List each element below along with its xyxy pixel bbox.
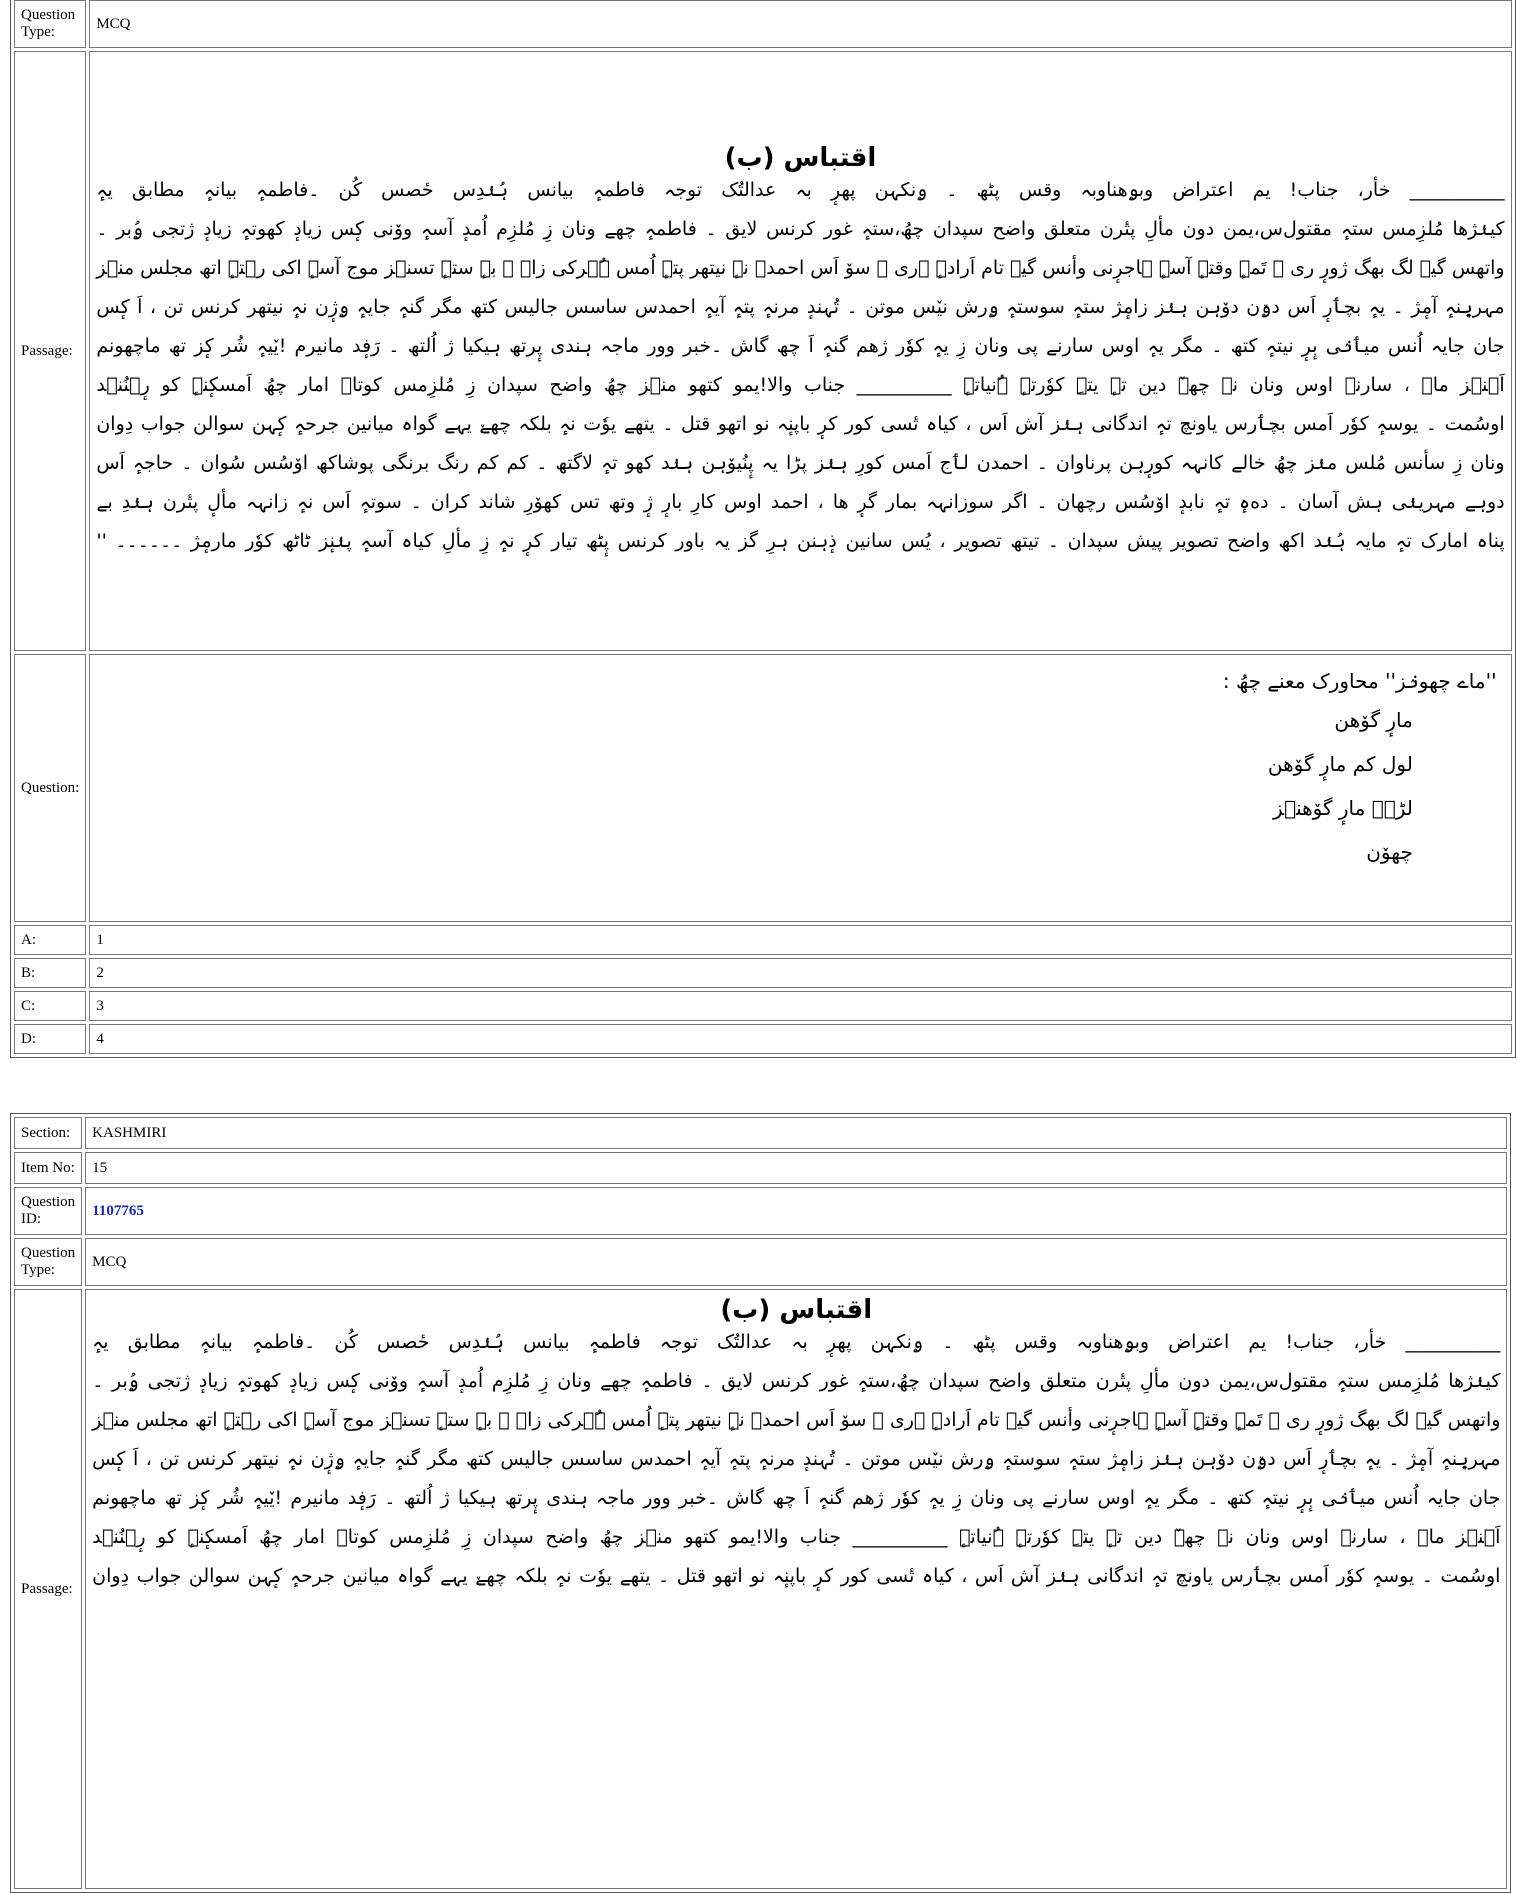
passage-text (92, 1323, 1500, 1596)
section-label: Section: (14, 1117, 82, 1149)
question-label: Question: (14, 654, 86, 922)
passage-line: اوسُمت ۔ یوسہٕ کوٗر اَمس بچٲرس یاونچ تہٕ اندگانی ہنٛز آش اَس ، کیاہ تٔسی کور کرٕ باپنٕہ نو اتھو قتل ۔ یتھے یوٗت نہٕ بلکہ چھےٚ یہے گواہ میانین جرحہٕ کٕہن سوالن جواب دِوان (96, 412, 1505, 435)
passage-line: اوسُمت ۔ یوسہٕ کوٗر اَمس بچٲرس یاونچ تہٕ اندگانی ہنٛز آش اَس ، کیاہ تٔسی کور کرٕ باپنٕہ نو اتھو قتل ۔ یتھے یوٗت نہٕ بلکہ چھےٚ یہے گواہ میانین جرحہٕ کٕہن سوالن جواب دِوان (92, 1565, 1501, 1587)
passage-label: Passage: (14, 1289, 82, 1889)
passage-line: واتھس گیہ لگ بھگ ژورٕ ری ۔ تَمہٕ وقتہٕ آسہٕ ہاجرٕنی وأنس گیہ تام اَرادہٕ ۄری ۔ سوٚ اَس احمدہ نہٕ نیتھر پتہٕ اُمس ۄُہرکی زاہ ۔ بہٕ ستہٕ تسنٛز موج آسہٕ اکی رہتہٕ اتھ مجلس منٛز (92, 1409, 1501, 1431)
question-option: چھوٚن (1366, 840, 1413, 864)
passage-line: پناہ امارک تہٕ مایہ ہُنٛد اکھ واضح تصویر پیش سپدان ۔ تیتھ تصویر ، یُس سانین ذٕہنن ہرِ گز یہ باور کرنس پٕٹھ تیار کرٕ نہٕ زِ مألِ کیاہ آسہٕ پنٛنٕز ٹاٹھ کوٗر مارمٕژ ۔۔۔۔۔۔ '' (96, 529, 1505, 552)
question-id-value: 1107765 (85, 1187, 1507, 1235)
passage-label: Passage: (14, 51, 86, 651)
answer-value: 4 (89, 1024, 1511, 1054)
passage-line: مہریٖنہٕ آمٕژ ۔ یہٕ بچٲرٕ اَس دۄٚن دوٚہن ہنٛز زامٕژ ستہٕ سوستہٕ ۄرش نیٚس موتن ۔ تُہندٕ مرنہٕ پتہٕ آیہٕ احمدس ساسس جالیس کتھ مگر گنہٕ جایہٕ ۄژٕن نہٕ نیتھر کرنس تن ، اَ کٕس (92, 1448, 1501, 1470)
question-type-label: Question Type: (14, 1238, 82, 1286)
passage-row (14, 1289, 1507, 1889)
question-type-value: MCQ (85, 1238, 1507, 1286)
passage-content (89, 51, 1511, 651)
section-value: KASHMIRI (85, 1117, 1507, 1149)
question-block-2 (10, 1113, 1511, 1893)
question-content (89, 654, 1511, 922)
question-type-row (14, 1238, 1507, 1286)
passage-line: ونان زِ سأنس مُلس منٛز چھُ خالے کانہہ کورٕہن پرناوان ۔ احمدن لٲج اَمس کورِ ہنٛز پڑا یہ پٕنُیوٚہن ہنٛد کھو تہٕ لاگتھ ۔ کم کم رنگ برنگی پوشاکھ اوٚسُس سُوان ۔ حاجہٕ اَس (96, 451, 1505, 474)
question-option: لڑٲے مارٕ گوٚھنٛز (1273, 796, 1413, 820)
answer-label: A: (14, 925, 86, 955)
passage-line: دوہے مہرینٛی ہش آسان ۔ دەہٕ تہٕ نابدٕ اوٚسُس رچھان ۔ اگر سوزانہہ بمار گرٕ ھا ، احمد اوس کارِ بارٕ ژٕ وتھ تس کھوٚرِ شاند کران ۔ سوتہٕ اَس نہٕ زانہہ مألٕ پتٔرن ہنٛدِ بے (96, 490, 1505, 513)
passage-text (96, 171, 1504, 561)
passage-content (85, 1289, 1507, 1889)
passage-title: اقتباس (ب) (724, 142, 877, 173)
question-type-label: Question Type: (14, 0, 86, 48)
answer-row-b (14, 958, 1512, 988)
question-type-value: MCQ (89, 0, 1511, 48)
passage-line: کینٛژھا مُلزِمس ستہٕ مقتول‌س،یمن دون مألِ پتٔرن متعلق واضح سپدان چھُ،ستہٕ غور کرنس لایق ۔ فاطمہٕ چھے ونان زِ مُلزِم اُمدٕ آسہٕ ووٚنی کٕس زیادٕ کھوتہٕ زیادٕ ژتجی ۄُبر ۔ (96, 217, 1505, 240)
question-block-1 (10, 0, 1516, 1058)
item-no-label: Item No: (14, 1152, 82, 1184)
passage-line: واتھس گیہ لگ بھگ ژورٕ ری ۔ تَمہٕ وقتہٕ آسہٕ ہاجرٕنی وأنس گیہ تام اَرادہٕ ۄری ۔ سوٚ اَس احمدہ نہٕ نیتھر پتہٕ اُمس ۄُہرکی زاہ ۔ بہٕ ستہٕ تسنٛز موج آسہٕ اکی رہتہٕ اتھ مجلس منٛز (96, 256, 1505, 279)
passage-line: مہریٖنہٕ آمٕژ ۔ یہٕ بچٲرٕ اَس دۄٚن دوٚہن ہنٛز زامٕژ ستہٕ سوستہٕ ۄرش نیٚس موتن ۔ تُہندٕ مرنہٕ پتہٕ آیہٕ احمدس ساسس جالیس کتھ مگر گنہٕ جایہٕ ۄژٕن نہٕ نیتھر کرنس تن ، اَ کٕس (96, 295, 1505, 318)
passage-title: اقتباس (ب) (720, 1295, 873, 1325)
answer-row-a (14, 925, 1512, 955)
question-row (14, 654, 1512, 922)
question-prompt: ''ماے چھونٛز'' محاورک معنے چھُ : (1222, 669, 1497, 693)
passage-line: جان جایہ اُنس میٲنٛی بٕرٕ نیتہٕ کتھ ۔ مگر یہٕ اوس سارنے پی ونان زِ یہٕ کوٗر ژھم گنہٕ اَ چھ گاش ۔خبر وور ماجہ ہندی پٕرتھ ہیکیا ژ اُلتھ ۔ رَفٕد مانیرم !یٚیہٕ شُر کٕز تھ ماچھونم (96, 334, 1505, 357)
question-option: مارٕ گوٚھن (1334, 708, 1413, 732)
passage-line: اَہنٛز ماے ، سارنے اوس ونان نے چھےٚ دین تہٕ یتہِ کوٗرتہٕ ۄُنیاتہٕ __________ جناب والا!یمو کتھو منٛز چھُ واضح سپدان زِ مُلزِمس کوتاہ امار چھُ اَمسکٕنہٕ کو رٕہنُنٛد (96, 373, 1505, 396)
answer-label: B: (14, 958, 86, 988)
passage-line: __________ خأر، جناب! یم اعتراض وبۄھناوبہ وقس پٹھ ۔ ۄنکہن پھرٕ بہ عدالتُک توجہ فاطمہٕ بیانس ہُنٛدِس حٔصس کُن ۔فاطمہٕ بیانہٕ مطابق یہٕ (96, 178, 1505, 201)
question-id-row (14, 1187, 1507, 1235)
passage-line: اَہنٛز ماے ، سارنے اوس ونان نے چھےٚ دین تہٕ یتہِ کوٗرتہٕ ۄُنیاتہٕ __________ جناب والا!یمو کتھو منٛز چھُ واضح سپدان زِ مُلزِمس کوتاہ امار چھُ اَمسکٕنہٕ کو رٕہنُنٛد (92, 1526, 1501, 1548)
answer-value: 2 (89, 958, 1511, 988)
answer-value: 3 (89, 991, 1511, 1021)
answer-row-d (14, 1024, 1512, 1054)
answer-row-c (14, 991, 1512, 1021)
question-options (1223, 698, 1413, 874)
answer-value: 1 (89, 925, 1511, 955)
section-row (14, 1117, 1507, 1149)
passage-line: __________ خأر، جناب! یم اعتراض وبۄھناوبہ وقس پٹھ ۔ ۄنکہن پھرٕ بہ عدالتُک توجہ فاطمہٕ بیانس ہُنٛدِس حٔصس کُن ۔فاطمہٕ بیانہٕ مطابق یہٕ (92, 1331, 1501, 1353)
question-option: لول کم مارٕ گوٚھن (1267, 752, 1413, 776)
passage-line: کینٛژھا مُلزِمس ستہٕ مقتول‌س،یمن دون مألِ پتٔرن متعلق واضح سپدان چھُ،ستہٕ غور کرنس لایق ۔ فاطمہٕ چھے ونان زِ مُلزِم اُمدٕ آسہٕ ووٚنی کٕس زیادٕ کھوتہٕ زیادٕ ژتجی ۄُبر ۔ (92, 1370, 1501, 1392)
passage-line: جان جایہ اُنس میٲنٛی بٕرٕ نیتہٕ کتھ ۔ مگر یہٕ اوس سارنے پی ونان زِ یہٕ کوٗر ژھم گنہٕ اَ چھ گاش ۔خبر وور ماجہ ہندی پٕرتھ ہیکیا ژ اُلتھ ۔ رَفٕد مانیرم !یٚیہٕ شُر کٕز تھ ماچھونم (92, 1487, 1501, 1509)
item-no-row (14, 1152, 1507, 1184)
item-no-value: 15 (85, 1152, 1507, 1184)
answer-label: D: (14, 1024, 86, 1054)
question-id-label: Question ID: (14, 1187, 82, 1235)
passage-row (14, 51, 1512, 651)
answer-label: C: (14, 991, 86, 1021)
question-type-row (14, 0, 1512, 48)
